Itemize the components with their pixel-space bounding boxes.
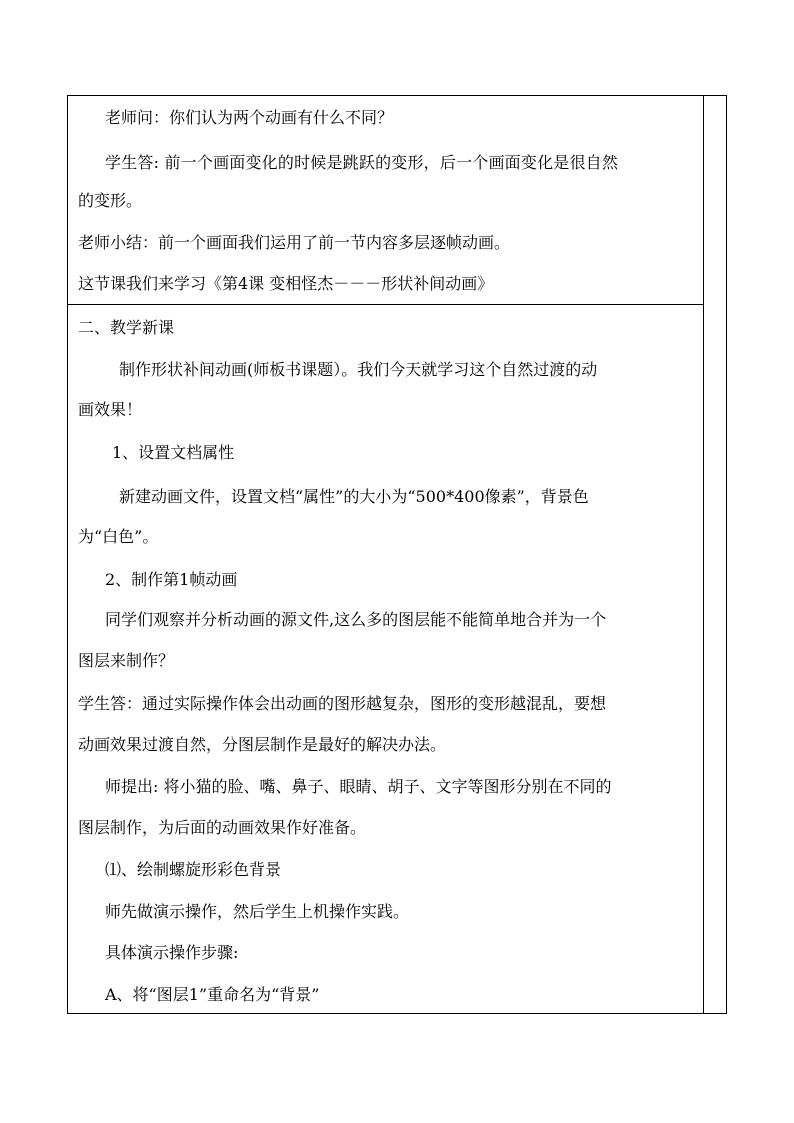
- sub-step-heading: ⑴、绘制螺旋形彩色背景: [105, 860, 282, 879]
- paragraph-line: 为“白色”。: [78, 527, 159, 546]
- step-heading: 2、制作第1帧动画: [105, 570, 238, 589]
- paragraph-line: 动画效果过渡自然，分图层制作是最好的解决办法。: [78, 735, 447, 754]
- table-border-top: [67, 95, 727, 96]
- table-border-left: [67, 95, 68, 1014]
- paragraph-line: 师先做演示操作，然后学生上机操作实践。: [105, 902, 410, 921]
- student-answer-line-1: 学生答: 前一个画面变化的时候是跳跃的变形，后一个画面变化是很自然: [105, 153, 619, 172]
- paragraph-line: 学生答：通过实际操作体会出动画的图形越复杂，图形的变形越混乱，要想: [78, 694, 607, 713]
- student-answer-line-2: 的变形。: [78, 191, 143, 210]
- paragraph-line: 制作形状补间动画(师板书课题）。我们今天就学习这个自然过渡的动: [119, 360, 598, 379]
- paragraph-line: 图层制作，为后面的动画效果作好准备。: [78, 818, 367, 837]
- paragraph-line: 新建动画文件，设置文档“属性”的大小为“500*400像素”，背景色: [119, 487, 589, 506]
- row-divider: [67, 304, 704, 305]
- paragraph-line: 画效果！: [78, 400, 143, 419]
- paragraph-line: A、将“图层1”重命名为“背景”: [105, 985, 320, 1004]
- table-border-bottom: [67, 1013, 727, 1014]
- section-heading: 二、教学新课: [78, 318, 175, 337]
- paragraph-line: 同学们观察并分析动画的源文件,这么多的图层能不能简单地合并为一个: [105, 610, 607, 629]
- step-heading: 1、设置文档属性: [112, 443, 235, 462]
- paragraph-line: 具体演示操作步骤:: [105, 943, 239, 962]
- teacher-summary: 老师小结：前一个画面我们运用了前一节内容多层逐帧动画。: [78, 233, 511, 252]
- paragraph-line: 图层来制作？: [78, 651, 175, 670]
- lesson-intro: 这节课我们来学习《第4课 变相怪杰－－－形状补间动画》: [78, 274, 494, 293]
- paragraph-line: 师提出: 将小猫的脸、嘴、鼻子、眼睛、胡子、文字等图形分别在不同的: [105, 777, 612, 796]
- teacher-question: 老师问：你们认为两个动画有什么不同？: [105, 108, 394, 127]
